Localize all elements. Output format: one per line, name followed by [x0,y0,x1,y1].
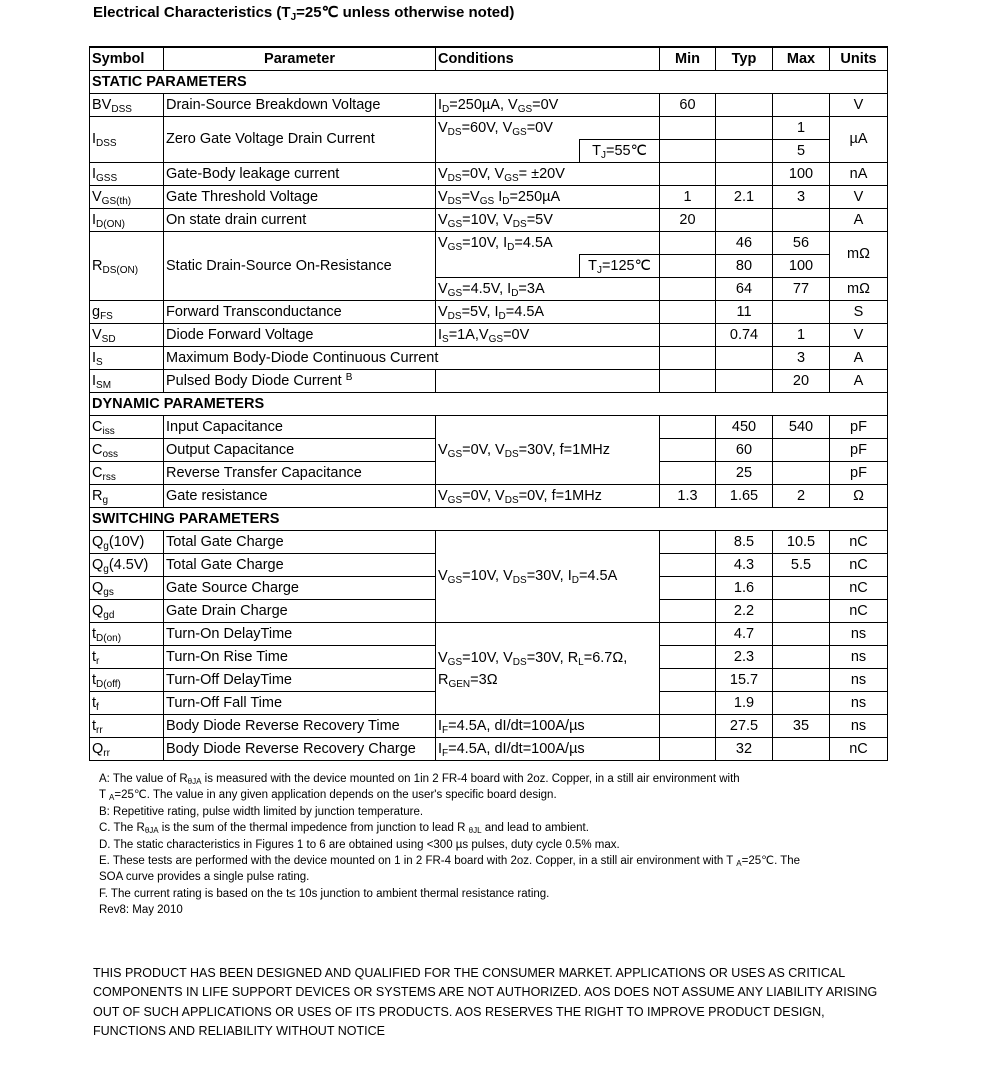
symbol-cell: $I_{DSS}$ [90,117,164,163]
table-row [90,163,888,186]
max-cell: 100 [773,255,830,278]
unit-cell: V [830,324,888,347]
unit-cell: ns [830,715,888,738]
typ-cell: 64 [716,278,773,301]
parameter-cell: Turn-Off Fall Time [164,692,436,715]
parameter-cell: Turn-On Rise Time [164,646,436,669]
symbol-cell: $I_{SM}$ [90,370,164,393]
disclaimer-line: OUT OF SUCH APPLICATIONS OR USES OF ITS PRODUCTS. AOS RESERVES THE RIGHT TO IMPROVE PRODUCT DESIGN, [93,1004,825,1019]
min-cell: 60 [660,94,716,117]
typ-cell: 60 [716,439,773,462]
max-cell: 2 [773,485,830,508]
parameter-cell: Pulsed Body Diode Current $^B$ [164,370,436,393]
typ-cell: 2.2 [716,600,773,623]
unit-cell: A [830,370,888,393]
table-row [90,209,888,232]
typ-cell: 4.3 [716,554,773,577]
table-row [90,531,888,554]
unit-cell: pF [830,416,888,439]
table-row [90,117,888,140]
typ-cell: 15.7 [716,669,773,692]
parameter-cell: On state drain current [164,209,436,232]
parameter-cell: Diode Forward Voltage [164,324,436,347]
min-cell: 1.3 [660,485,716,508]
table-header-row [90,47,888,71]
symbol-cell: $R_g$ [90,485,164,508]
symbol-cell: $C_{oss}$ [90,439,164,462]
footnote-b: B: Repetitive rating, pulse width limited by junction temperature. [99,805,424,818]
parameter-cell: Drain-Source Breakdown Voltage [164,94,436,117]
table-row [90,370,888,393]
table-row [90,416,888,439]
header-max: Max [773,47,830,71]
unit-cell: ns [830,692,888,715]
typ-cell: 46 [716,232,773,255]
table-row [90,347,888,370]
unit-cell: V [830,94,888,117]
unit-cell: nC [830,738,888,761]
conditions-cell: $V_{GS}=10V$, $V_{DS}=30V$, $R_L=6.7\Omega$, $R_{GEN}=3\Omega$ [436,623,660,715]
typ-cell: 80 [716,255,773,278]
conditions-cell: $V_{GS}=0V$, $V_{DS}=30V$, f=1MHz [436,416,660,485]
parameter-cell: Body Diode Reverse Recovery Charge [164,738,436,761]
disclaimer-line: COMPONENTS IN LIFE SUPPORT DEVICES OR SYSTEMS ARE NOT AUTHORIZED. AOS DOES NOT ASSUME ANY LIABILITY ARISING [93,985,878,1000]
parameter-cell: Gate resistance [164,485,436,508]
footnote-e-cont: SOA curve provides a single pulse rating. [99,871,310,884]
max-cell: 5.5 [773,554,830,577]
conditions-cell: $V_{GS}=10V$, $I_D=4.5A$ [436,232,660,255]
conditions-cell: $V_{DS}=0V$, $V_{GS}= \pm 20V$ [436,163,660,186]
conditions-cell: $V_{DS}=5V$, $I_D=4.5A$ [436,301,660,324]
header-units: Units [830,47,888,71]
section-row-static [90,71,888,94]
conditions-tj-cell: $T_J=55℃$ [580,140,660,163]
table-row [90,232,888,255]
symbol-cell: $I_S$ [90,347,164,370]
symbol-cell: $C_{rss}$ [90,462,164,485]
symbol-cell: $Q_{rr}$ [90,738,164,761]
max-cell: 5 [773,140,830,163]
conditions-cell: $V_{GS}=10V$, $V_{DS}=30V$, $I_D=4.5A$ [436,531,660,623]
unit-cell: pF [830,462,888,485]
symbol-cell: $Q_g(10V)$ [90,531,164,554]
disclaimer [93,964,883,1041]
parameter-cell: Maximum Body-Diode Continuous Current [164,347,660,370]
header-parameter: Parameter [164,47,436,71]
parameter-cell: Turn-Off DelayTime [164,669,436,692]
section-row-switching [90,508,888,531]
min-cell: 1 [660,186,716,209]
unit-cell: V [830,186,888,209]
parameter-cell: Output Capacitance [164,439,436,462]
footnote-a-cont: T $_A$=25℃. The value in any given application depends on the user's specific board design. [99,789,557,803]
symbol-cell: $t_{D(on)}$ [90,623,164,646]
max-cell: 540 [773,416,830,439]
typ-cell: 1.6 [716,577,773,600]
parameter-cell: Total Gate Charge [164,531,436,554]
symbol-cell: $R_{DS(ON)}$ [90,232,164,301]
section-title: STATIC PARAMETERS [90,71,888,94]
page-title: Electrical Characteristics ($T_J=25℃$ unless otherwise noted) [93,4,515,23]
conditions-cell: $V_{GS}=4.5V$, $I_D=3A$ [436,278,660,301]
parameter-cell: Gate Source Charge [164,577,436,600]
max-cell: 56 [773,232,830,255]
unit-cell: nC [830,600,888,623]
unit-cell: nC [830,554,888,577]
conditions-cell: $V_{GS}=0V$, $V_{DS}=0V$, f=1MHz [436,485,660,508]
parameter-cell: Zero Gate Voltage Drain Current [164,117,436,163]
typ-cell: 32 [716,738,773,761]
parameter-cell: Body Diode Reverse Recovery Time [164,715,436,738]
parameter-cell: Total Gate Charge [164,554,436,577]
parameter-cell: Gate Drain Charge [164,600,436,623]
section-title: SWITCHING PARAMETERS [90,508,888,531]
unit-cell: ns [830,623,888,646]
symbol-cell: $t_f$ [90,692,164,715]
section-title: DYNAMIC PARAMETERS [90,393,888,416]
max-cell: 77 [773,278,830,301]
conditions-cell: $V_{DS}=V_{GS}$ $I_D=250\mu A$ [436,186,660,209]
parameter-cell: Forward Transconductance [164,301,436,324]
symbol-cell: $V_{SD}$ [90,324,164,347]
unit-cell: nC [830,531,888,554]
unit-cell: mΩ [830,278,888,301]
max-cell: 3 [773,186,830,209]
symbol-cell: $I_{D(ON)}$ [90,209,164,232]
section-row-dynamic [90,393,888,416]
typ-cell: 2.1 [716,186,773,209]
conditions-cell: $V_{GS}=10V$, $V_{DS}=5V$ [436,209,660,232]
symbol-cell: $Q_{gs}$ [90,577,164,600]
max-cell: 20 [773,370,830,393]
max-cell: 1 [773,117,830,140]
unit-cell: A [830,209,888,232]
unit-cell: A [830,347,888,370]
unit-cell: Ω [830,485,888,508]
typ-cell: 25 [716,462,773,485]
typ-cell: 4.7 [716,623,773,646]
symbol-cell: $V_{GS(th)}$ [90,186,164,209]
parameter-cell: Reverse Transfer Capacitance [164,462,436,485]
symbol-cell: $g_{FS}$ [90,301,164,324]
symbol-cell: $t_r$ [90,646,164,669]
min-cell: 20 [660,209,716,232]
conditions-cell: $I_F=4.5A$, dI/dt=100A/µs [436,738,660,761]
typ-cell: 1.9 [716,692,773,715]
conditions-cell: $I_F=4.5A$, dI/dt=100A/µs [436,715,660,738]
typ-cell: 0.74 [716,324,773,347]
table-row [90,186,888,209]
revision-label: Rev8: May 2010 [99,904,183,917]
table-row [90,738,888,761]
max-cell [773,94,830,117]
footnotes [99,771,879,919]
unit-cell: nC [830,577,888,600]
typ-cell: 2.3 [716,646,773,669]
symbol-cell: $C_{iss}$ [90,416,164,439]
unit-cell: S [830,301,888,324]
conditions-tj-cell: $T_J=125℃$ [580,255,660,278]
footnote-e: E. These tests are performed with the device mounted on 1 in 2 FR-4 board with 2oz. Copper, in a still air environment with T $_A$=25℃. The [99,855,801,869]
typ-cell: 1.65 [716,485,773,508]
unit-cell: pF [830,439,888,462]
header-typ: Typ [716,47,773,71]
unit-cell: µA [830,117,888,163]
max-cell: 35 [773,715,830,738]
symbol-cell: $Q_g(4.5V)$ [90,554,164,577]
footnote-d: D. The static characteristics in Figures 1 to 6 are obtained using <300 µs pulses, duty cycle 0.5% max. [99,838,620,851]
conditions-cell: $I_D=250\mu A$, $V_{GS}=0V$ [436,94,660,117]
header-symbol: Symbol [90,47,164,71]
table-row [90,324,888,347]
parameter-cell: Gate-Body leakage current [164,163,436,186]
table-row [90,485,888,508]
typ-cell [716,94,773,117]
unit-cell: ns [830,669,888,692]
unit-cell: mΩ [830,232,888,278]
footnote-c: C. The $R_{\theta JA}$ is the sum of the thermal impedence from junction to lead R $_{\theta JL}$ and lead to ambient. [99,822,589,836]
table-row [90,623,888,646]
footnote-a: A: The value of $R_{\theta JA}$ is measured with the device mounted on 1in 2 FR-4 board with 2oz. Copper, in a still air environment with [99,773,740,786]
header-min: Min [660,47,716,71]
table-row [90,94,888,117]
header-conditions: Conditions [436,47,660,71]
max-cell: 10.5 [773,531,830,554]
table-row [90,715,888,738]
typ-cell: 27.5 [716,715,773,738]
unit-cell: ns [830,646,888,669]
disclaimer-line: THIS PRODUCT HAS BEEN DESIGNED AND QUALIFIED FOR THE CONSUMER MARKET. APPLICATIONS OR USES AS CRITICAL [93,966,846,980]
parameter-cell: Turn-On DelayTime [164,623,436,646]
parameter-cell: Input Capacitance [164,416,436,439]
symbol-cell: $t_{D(off)}$ [90,669,164,692]
symbol-cell: $BV_{DSS}$ [90,94,164,117]
electrical-characteristics-table [89,46,888,761]
typ-cell: 8.5 [716,531,773,554]
symbol-cell: $t_{rr}$ [90,715,164,738]
max-cell: 100 [773,163,830,186]
parameter-cell: Gate Threshold Voltage [164,186,436,209]
symbol-cell: $I_{GSS}$ [90,163,164,186]
disclaimer-line: FUNCTIONS AND RELIABILITY WITHOUT NOTICE [93,1023,385,1038]
conditions-cell: $V_{DS}=60V$, $V_{GS}=0V$ [436,117,660,140]
typ-cell: 450 [716,416,773,439]
max-cell: 1 [773,324,830,347]
table-row [90,301,888,324]
symbol-cell: $Q_{gd}$ [90,600,164,623]
unit-cell: nA [830,163,888,186]
parameter-cell: Static Drain-Source On-Resistance [164,232,436,301]
max-cell: 3 [773,347,830,370]
typ-cell: 11 [716,301,773,324]
conditions-cell: $I_S=1A,V_{GS}=0V$ [436,324,660,347]
footnote-f: F. The current rating is based on the t≤ 10s junction to ambient thermal resistance rating. [99,887,550,900]
